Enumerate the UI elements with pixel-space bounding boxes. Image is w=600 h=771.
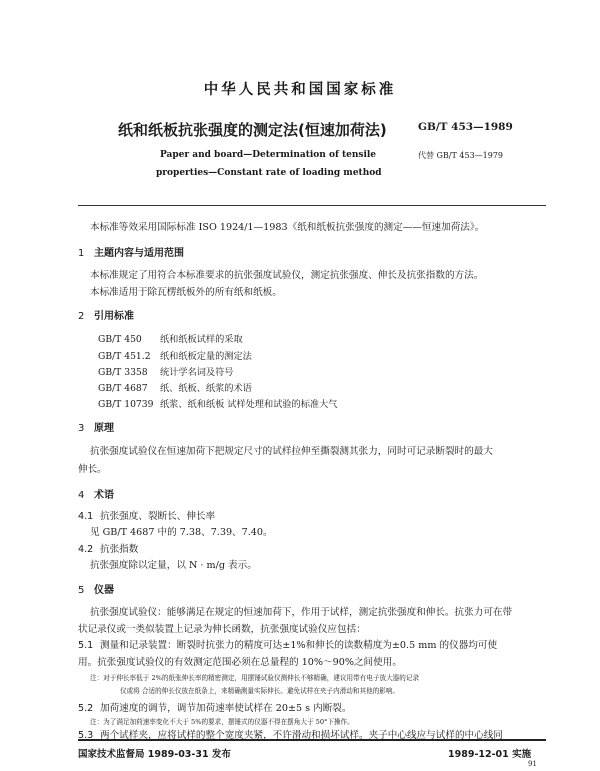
issue-date: 国家技术监督局 1989-03-31 发布 (78, 749, 231, 760)
subsection-5-1 (78, 637, 497, 651)
note-5-1-line-2: 仪或将 合适的伸长仪放在纸条上，来精确测量实际伸长。避免试样在夹子内滑动和其他的影响。 (120, 687, 400, 695)
standard-title-en-line2: properties—Constant rate of loading method (156, 168, 382, 178)
note-5-1-line-1: 注：对于伸长率低于 2%的纸张伸长率的精密测定，用摆锤试验仪测伸长不够精确，建议用带有电子放大器的记录 (90, 674, 420, 682)
reference-title: 纸和纸板定量的测定法 (160, 351, 252, 362)
section-4-heading (78, 486, 114, 501)
section-2-heading (78, 307, 134, 322)
section-number: 2 (78, 311, 85, 322)
reference-code: GB/T 4687 (98, 383, 148, 394)
section-number: 4 (78, 490, 85, 501)
section-3-heading (78, 419, 114, 434)
note-5-2: 注：为了满足加荷速率变化不大于 5%的要求，摆锤式的仪器不得在摆角大于 50°下操作。 (90, 718, 354, 726)
section-number: 5 (78, 585, 85, 596)
section-title: 引用标准 (94, 311, 134, 322)
section-title: 原理 (94, 423, 114, 434)
reference-item (98, 396, 337, 410)
section-1-para-2: 本标准适用于除瓦楞纸板外的所有纸和纸板。 (90, 287, 282, 298)
standard-title-en-line1: Paper and board—Determination of tensile (160, 150, 377, 160)
header-divider (78, 205, 546, 206)
subsection-5-1-line-2: 用。抗张强度试验仪的有效测定范围必须在总量程的 10%～90%之间使用。 (78, 657, 402, 668)
footer-divider (78, 739, 546, 741)
subsection-text: 加荷速度的调节，调节加荷速率使试样在 20±5 s 内断裂。 (100, 703, 352, 714)
standard-title-cn: 纸和纸板抗张强度的测定法(恒速加荷法) (118, 121, 387, 139)
reference-item (98, 331, 243, 345)
subsection-4-2 (78, 541, 138, 555)
reference-title: 纸、纸板、纸浆的术语 (160, 383, 252, 394)
subsection-number: 4.1 (78, 511, 94, 522)
section-1-para-1: 本标准规定了用符合本标准要求的抗张强度试验仪，测定抗张强度、伸长及抗张指数的方法。 (90, 270, 484, 281)
subsection-number: 5.3 (78, 730, 94, 741)
section-title: 术语 (94, 490, 114, 501)
standard-code: GB/T 453—1989 (418, 121, 513, 133)
section-title: 仪器 (94, 585, 114, 596)
section-title: 主题内容与适用范围 (94, 248, 184, 259)
section-5-para-line-2: 状记录仪或一类似装置上记录为伸长函数，抗张强度试验仪应包括： (78, 624, 366, 635)
reference-item (98, 380, 252, 394)
reference-item (98, 364, 234, 378)
reference-code: GB/T 451.2 (98, 351, 151, 362)
subsection-title: 抗张强度、裂断长、伸长率 (100, 511, 216, 522)
replaces-standard: 代替 GB/T 453—1979 (418, 151, 504, 160)
page-number: 91 (528, 760, 537, 768)
subsection-title: 抗张指数 (100, 544, 139, 555)
subsection-text: 测量和记录装置：断裂时抗张力的精度可达±1%和伸长的读数精度为±0.5 mm 的仪器均可使 (100, 640, 498, 651)
subsection-4-1 (78, 508, 215, 522)
intro-paragraph: 本标准等效采用国际标准 ISO 1924/1—1983《纸和纸板抗张强度的测定——恒速加荷法》。 (90, 222, 485, 233)
subsection-number: 5.1 (78, 640, 94, 651)
subsection-5-2 (78, 700, 351, 714)
reference-code: GB/T 450 (98, 334, 142, 345)
section-3-line-1: 抗张强度试验仪在恒速加荷下把规定尺寸的试样拉伸至撕裂测其张力，同时可记录断裂时的最大 (90, 446, 493, 457)
subsection-4-2-text: 抗张强度除以定量，以 N · m/g 表示。 (90, 560, 257, 571)
subsection-number: 4.2 (78, 544, 94, 555)
section-5-para-line-1: 抗张强度试验仪：能够满足在规定的恒速加荷下，作用于试样，测定抗张强度和伸长。抗张力可在带 (90, 607, 513, 618)
subsection-text: 两个试样夹，应将试样的整个宽度夹紧，不许滑动和损坏试样。夹子中心线应与试样的中心线同 (100, 730, 503, 741)
reference-title: 统计学名词及符号 (160, 367, 234, 378)
reference-title: 纸和纸板试样的采取 (160, 334, 243, 345)
reference-item (98, 348, 252, 362)
section-number: 3 (78, 423, 85, 434)
subsection-4-1-text: 见 GB/T 4687 中的 7.38、7.39、7.40。 (90, 527, 273, 538)
section-5-heading (78, 581, 114, 596)
effective-date: 1989-12-01 实施 (448, 749, 532, 760)
subsection-number: 5.2 (78, 703, 94, 714)
reference-code: GB/T 3358 (98, 367, 148, 378)
reference-title: 纸浆、纸和纸板 试样处理和试验的标准大气 (160, 399, 338, 410)
country-standard-heading: 中华人民共和国国家标准 (203, 82, 397, 98)
section-1-heading (78, 244, 184, 259)
section-number: 1 (78, 248, 85, 259)
section-3-line-2: 伸长。 (78, 464, 107, 475)
reference-code: GB/T 10739 (98, 399, 154, 410)
